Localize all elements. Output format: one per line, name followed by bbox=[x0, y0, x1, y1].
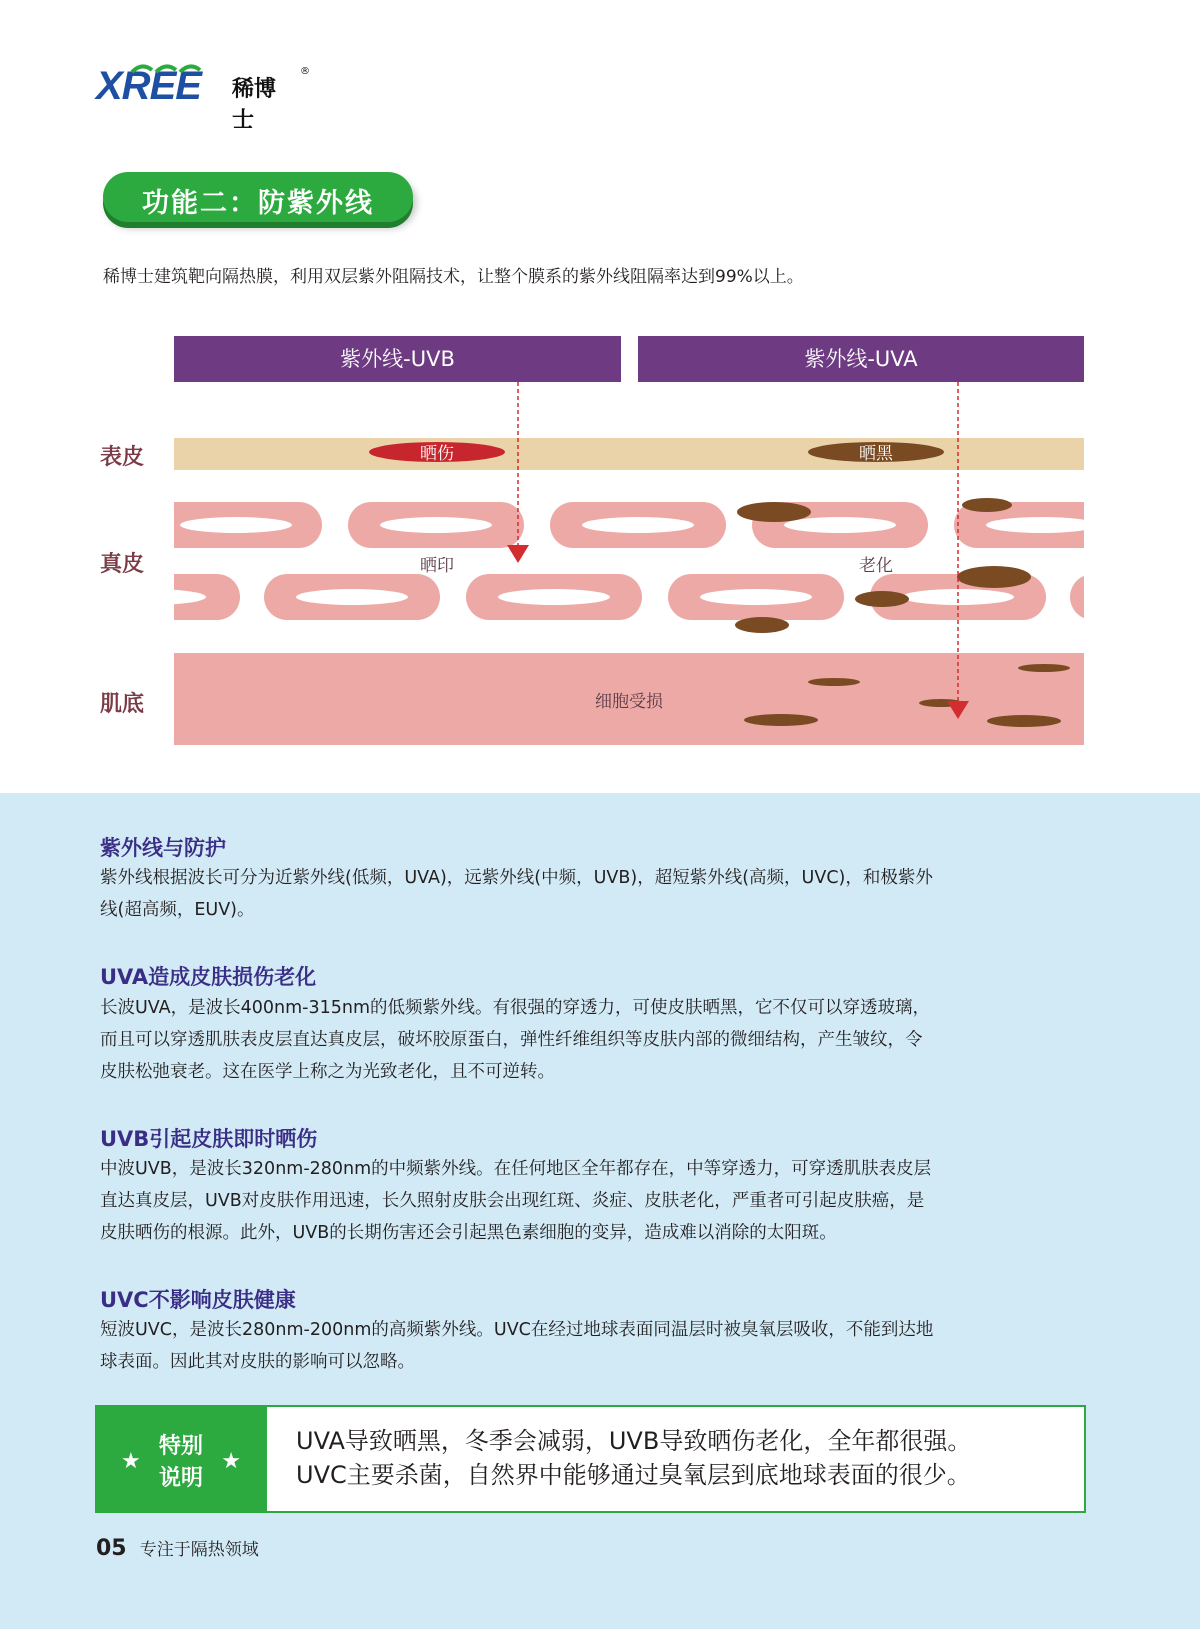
section-heading-uvc: UVC不影响皮肤健康 bbox=[100, 1288, 296, 1312]
skin-diagram bbox=[0, 380, 1200, 760]
body-line: 球表面。因此其对皮肤的影响可以忽略。 bbox=[100, 1352, 415, 1372]
sun-mark-label: 晒印 bbox=[420, 556, 454, 576]
epidermis-band bbox=[174, 438, 1084, 470]
sunburn-label: 晒伤 bbox=[420, 444, 454, 464]
body-line: 皮肤松弛衰老。这在医学上称之为光致老化，且不可逆转。 bbox=[100, 1062, 555, 1082]
section-body-uv-protection bbox=[100, 862, 1100, 926]
note-line-1: UVA导致晒黑，冬季会减弱，UVB导致晒伤老化，全年都很强。 bbox=[296, 1427, 972, 1455]
section-heading-uva: UVA造成皮肤损伤老化 bbox=[100, 965, 317, 989]
body-line: 短波UVC，是波长280nm-200nm的高频紫外线。UVC在经过地球表面同温层时被臭氧层吸收，不能到达地 bbox=[100, 1320, 934, 1340]
body-line: 直达真皮层，UVB对皮肤作用迅速，长久照射皮肤会出现红斑、炎症、皮肤老化，严重者可引起皮肤癌，是 bbox=[100, 1191, 925, 1211]
footer-slogan: 专注于隔热领域 bbox=[139, 1540, 259, 1560]
layer-label-hypodermis: 肌底 bbox=[100, 692, 145, 717]
section-title-pill bbox=[103, 172, 413, 222]
section-body-uvc bbox=[100, 1314, 1100, 1378]
body-line: 紫外线根据波长可分为近紫外线(低频，UVA)，远紫外线(中频，UVB)，超短紫外线(高频，UVC)，和极紫外 bbox=[100, 868, 933, 888]
uva-header: 紫外线-UVA bbox=[638, 336, 1084, 382]
logo-waves-icon bbox=[130, 62, 220, 76]
body-line: 线(超高频，EUV)。 bbox=[100, 900, 255, 920]
uvb-header: 紫外线-UVB bbox=[174, 336, 621, 382]
body-line: 而且可以穿透肌肤表皮层直达真皮层，破坏胶原蛋白，弹性纤维组织等皮肤内部的微细结构，产生皱纹，令 bbox=[100, 1030, 923, 1050]
note-line-2: UVC主要杀菌，自然界中能够通过臭氧层到底地球表面的很少。 bbox=[296, 1461, 971, 1489]
star-icon: ★ bbox=[221, 1449, 241, 1474]
cell-damage-label: 细胞受损 bbox=[595, 692, 663, 712]
dermis-row-2 bbox=[60, 574, 1200, 620]
special-note-tag bbox=[95, 1405, 267, 1513]
note-tag-line2: 说明 bbox=[158, 1466, 203, 1491]
aging-label: 老化 bbox=[859, 556, 893, 576]
note-tag-line1: 特别 bbox=[158, 1434, 203, 1459]
section-heading-uv-protection: 紫外线与防护 bbox=[100, 836, 226, 860]
section-body-uva bbox=[100, 992, 1100, 1088]
body-line: 中波UVB，是波长320nm-280nm的中频紫外线。在任何地区全年都存在，中等穿透力，可穿透肌肤表皮层 bbox=[100, 1159, 932, 1179]
body-line: 长波UVA，是波长400nm-315nm的低频紫外线。有很强的穿透力，可使皮肤晒黑，它不仅可以穿透玻璃， bbox=[100, 998, 931, 1018]
uvb-arrow-head bbox=[507, 545, 529, 563]
section-body-uvb bbox=[100, 1153, 1100, 1249]
body-line: 皮肤晒伤的根源。此外，UVB的长期伤害还会引起黑色素细胞的变异，造成难以消除的太阳斑。 bbox=[100, 1223, 837, 1243]
brand-logo bbox=[96, 64, 310, 133]
logo-cn-name: 稀博士 bbox=[232, 77, 277, 133]
page-number: 05 bbox=[96, 1536, 127, 1561]
intro-text: 稀博士建筑靶向隔热膜，利用双层紫外阻隔技术，让整个膜系的紫外线阻隔率达到99%以上。 bbox=[103, 267, 804, 287]
special-note-text bbox=[296, 1424, 971, 1492]
registered-mark: ® bbox=[300, 66, 310, 77]
logo-mark: XREE bbox=[96, 64, 201, 108]
section-heading-uvb: UVB引起皮肤即时晒伤 bbox=[100, 1127, 318, 1151]
star-icon: ★ bbox=[121, 1449, 141, 1474]
page-footer bbox=[96, 1535, 259, 1561]
section-title: 功能二：防紫外线 bbox=[142, 188, 374, 219]
layer-label-dermis: 真皮 bbox=[100, 552, 145, 577]
dermis-cells bbox=[60, 502, 1200, 620]
tan-label: 晒黑 bbox=[859, 444, 893, 464]
layer-label-epidermis: 表皮 bbox=[100, 445, 145, 470]
